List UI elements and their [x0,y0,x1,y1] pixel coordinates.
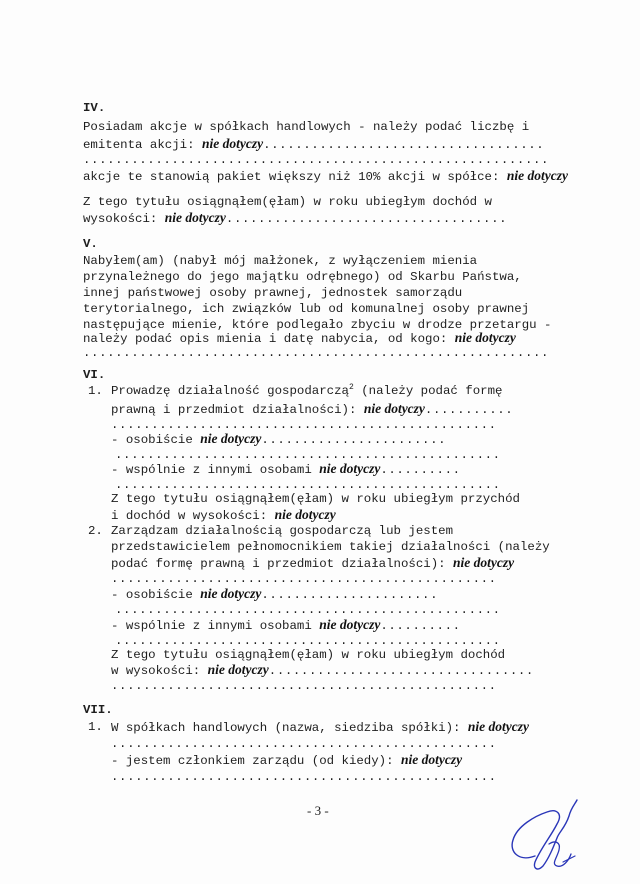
s7-item-1-czlonek-text: - jestem członkiem zarządu (od kiedy): [111,754,394,768]
s6-item-2-z-tego-2 [111,663,534,678]
s4-dots-line: .......................................................... [83,153,550,167]
s4-line-4-text: akcje te stanowią pakiet większy niż 10% akcji w spółce: [83,170,500,184]
s6-item-1-wspolnie-dots: .......... [380,463,461,477]
s6-item-2-wspolnie-text: - wspólnie z innymi osobami [111,619,312,633]
s4-line-4 [83,169,568,184]
s6-item-2-line-2: przedstawicielem pełnomocnikiem takiej działalności (należy [111,540,550,554]
s6-item-2-osobiscie-dots: ...................... [261,588,439,602]
s6-item-2-z-tego-dots: ................................. [268,664,534,678]
s6-item-2-final-dots-line: ................................................ [111,679,497,693]
s6-item-1-text-b: (należy podać formę [353,384,503,398]
s6-item-2-z-tego-answer: nie dotyczy [207,662,269,677]
s6-item-2-wspolnie [111,618,461,633]
s6-item-2-osobiscie-dots-line: ................................................ [115,603,501,617]
s6-item-2-answer: nie dotyczy [453,555,515,570]
s6-item-1-wspolnie-text: - wspólnie z innymi osobami [111,463,312,477]
s6-item-1-z-tego-2 [111,508,336,523]
s6-item-1-osobiscie-text: - osobiście [111,433,193,447]
s4-answer-2: nie dotyczy [506,168,568,183]
s6-item-1-line-1 [111,384,502,398]
s5-line-2: przynależnego do jego majątku odrębnego) od Skarbu Państwa, [83,270,522,284]
s6-item-1-dots-line: ................................................ [111,418,497,432]
s4-answer-3: nie dotyczy [164,210,226,225]
s4-dots-1: ................................... [263,138,545,152]
s4-line-2 [83,137,544,152]
s5-line-4: terytorialnego, ich związków lub od komunalnej osoby prawnej [83,302,530,316]
s4-line-5: Z tego tytułu osiągnąłem(ęłam) w roku ubiegłym dochód w [83,195,492,209]
s6-item-2-z-tego-2-text: w wysokości: [111,664,201,678]
s4-answer-1: nie dotyczy [201,136,264,151]
s6-item-1-osobiscie [111,432,446,447]
s5-line-3: innej państwowej osoby prawnej, jednostek samorządu [83,286,463,300]
s7-item-1-czlonek-answer: nie dotyczy [401,752,463,767]
s7-item-1-line-1-text: W spółkach handlowych (nazwa, siedziba spółki): [111,721,461,735]
s6-item-1-line-2-text: prawną i przedmiot działalności): [111,403,357,417]
s7-item-1-line-1 [111,720,529,735]
s6-item-1-z-tego-2-text: i dochód w wysokości: [111,509,268,523]
s6-item-1-dots-a: ........... [424,403,514,417]
s4-line-6 [83,211,507,226]
s6-item-2-osobiscie-answer: nie dotyczy [200,586,262,601]
s6-item-2-line-3-text: podać formę prawną i przedmiot działalności): [111,557,446,571]
s7-item-1-final-dots-line: ................................................ [111,770,497,784]
section-vi-heading: VI. [83,368,106,382]
section-vii-heading: VII. [83,703,113,717]
s6-item-2-dots-line: ................................................ [111,572,497,586]
signature-image [505,796,580,878]
s6-item-1-osobiscie-answer: nie dotyczy [200,431,262,446]
s6-item-2-z-tego-1: Z tego tytułu osiągnąłem(ęłam) w roku ubiegłym dochód [111,648,506,662]
s4-line-6-text: wysokości: [83,212,158,226]
s6-item-1-wspolnie-answer: nie dotyczy [319,461,381,476]
s6-item-1-osobiscie-dots: ....................... [261,433,447,447]
s5-dots-line: .......................................................... [83,346,550,360]
s6-item-1-answer: nie dotyczy [363,401,425,416]
s6-item-1-wspolnie [111,462,461,477]
s6-item-1-line-2 [111,402,513,417]
s5-line-6 [83,331,516,346]
s6-item-1-text-a: Prowadzę działalność gospodarczą [111,384,349,398]
s6-item-2-wspolnie-dots-line: ................................................ [115,634,501,648]
s5-line-6-text: należy podać opis mienia i datę nabycia, od kogo: [83,332,448,346]
section-v-heading: V. [83,237,98,251]
s6-item-2-osobiscie-text: - osobiście [111,588,193,602]
s6-item-1-osobiscie-dots-line: ................................................ [115,448,501,462]
s6-item-2-wspolnie-answer: nie dotyczy [319,617,381,632]
s4-line-2-text: emitenta akcji: [83,138,195,152]
s7-item-1-dots-line: ................................................ [111,737,497,751]
s7-item-1-czlonek [111,753,462,768]
s6-item-1-number: 1. [88,384,103,398]
s6-item-2-number: 2. [88,524,103,538]
s6-item-2-line-3 [111,556,514,571]
s5-line-1: Nabyłem(am) (nabył mój małżonek, z wyłączeniem mienia [83,254,478,268]
section-iv-heading: IV. [83,101,106,115]
s6-item-2-line-1: Zarządzam działalnością gospodarczą lub jestem [111,524,454,538]
s6-item-1-z-tego-1: Z tego tytułu osiągnąłem(ęłam) w roku ubiegłym przychód [111,492,520,506]
footnote-marker: 2 [348,383,354,392]
s5-line-5: następujące mienie, które podlegało zbyciu w drodze przetargu - [83,318,552,332]
s4-dots-3: ................................... [225,212,508,226]
s7-item-1-number: 1. [88,720,103,734]
s7-item-1-answer: nie dotyczy [467,719,530,734]
s6-item-2-wspolnie-dots: .......... [380,619,461,633]
s6-item-1-wspolnie-dots-line: ................................................ [115,478,501,492]
s6-item-2-osobiscie [111,587,438,602]
s6-item-1-z-tego-answer: nie dotyczy [274,507,336,522]
page-number: - 3 - [307,803,329,818]
s4-line-1: Posiadam akcje w spółkach handlowych - należy podać liczbę i [83,120,530,134]
s5-answer: nie dotyczy [454,330,516,345]
